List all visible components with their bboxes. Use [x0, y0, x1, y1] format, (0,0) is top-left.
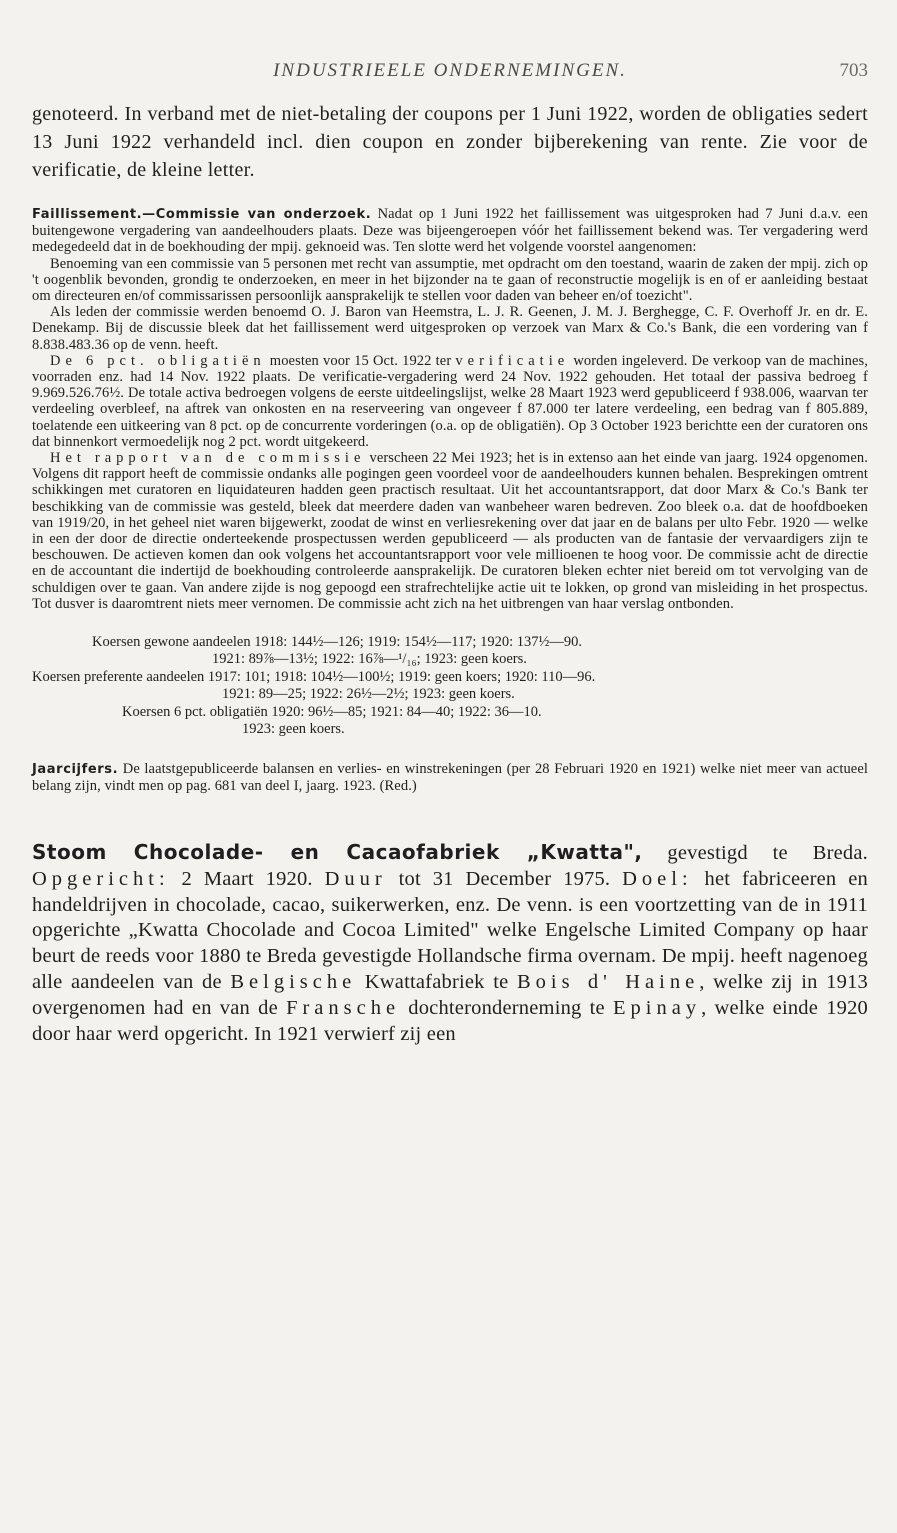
koersen-preferente-line-2: 1921: 89—25; 1922: 26½—2½; 1923: geen koers.: [222, 686, 515, 703]
obligatien-mid: moesten voor 15 Oct. 1922 ter: [265, 352, 456, 369]
jaarcijfers-paragraph: [32, 761, 868, 794]
rapport-rest: verscheen 22 Mei 1923; het is in extenso aan het einde van jaarg. 1924 opgenomen. Volgens dit rapport heeft de commissie ondanks alle pogingen geen voordeel voor de aandeelhouders kunnen behalen. Besprekingen omtrent schikkingen met curatoren en liquidateuren hadden geen practisch resultaat. Uit het accountantsrapport, dat door Marx & Co.'s Bank ter beschikking van de commissie was gesteld, bleek dat meerdere daden van wanbeheer waren bedreven. Zoo bleek o.a. dat de hoofdboeken van 1919/20, in het geheel niet waren bijgewerkt, zoodat de winst en verliesrekening over dat jaar en de balans per ulto Febr. 1920 — welke in een der door de directie onderteekende prospectussen werden gepubliceerd — als producten van de fantasie der vervaardigers zijn te beschouwen. De actieven komen dan ook volgens het accountantsrapport voor vele millioenen te hoog voor. De commissie acht de directie en de accountant die indertijd de boekhouding controleerde aansprakelijk. De curatoren bleken echter niet bereid om tot vervolging van de schuldigen over te gaan. Van andere zijde is nog gepoogd een strafrechtelijke actie uit te lokken, op grond van misleiding in het prospectus. Tot dusver is daaromtrent niets meer vernomen. De commissie acht zich na het uitbrengen van haar verslag ontbonden.: [32, 450, 869, 612]
running-title: INDUSTRIEELE ONDERNEMINGEN.: [273, 60, 627, 81]
verificatie-word: verificatie: [455, 352, 570, 369]
opgericht-label: Opgericht:: [32, 867, 170, 890]
epinay-word: Epinay: [613, 996, 702, 1019]
page-number: 703: [839, 60, 868, 81]
obligatien-paragraph: [32, 353, 868, 450]
kwatta-text-3: tot 31 December 1975.: [386, 867, 623, 890]
jaarcijfers-heading: Jaarcijfers.: [32, 761, 119, 777]
kwatta-company-name: Stoom Chocolade- en Cacaofabriek „Kwatta",: [32, 839, 643, 864]
koersen-gewone-line-2: 1921: 89⅞—13½; 1922: 16⅞—¹/₁₆; 1923: geen koers.: [212, 651, 527, 668]
doel-label: Doel:: [622, 867, 693, 890]
rapport-paragraph: [32, 450, 868, 612]
koersen-block: [32, 634, 868, 738]
koersen-preferente-line-1: Koersen preferente aandeelen 1917: 101; 1918: 104½—100½; 1919: geen koers; 1920: 110—96.: [32, 668, 596, 685]
kwatta-text-2: 2 Maart 1920.: [169, 867, 325, 890]
obligatien-lead: De 6 pct. obligatiën: [50, 352, 266, 369]
kwatta-text-1: gevestigd te Breda.: [642, 841, 869, 864]
benoeming-paragraph: Benoeming van een commissie van 5 personen met recht van assumptie, met opdracht om den toestand, waarin de zaken der mpij. zich op 't oogenblik bevonden, grondig te onderzoeken, en meer in het bijzonder na te gaan of reconstructie mogelijk is en of er aanleiding bestaat om directeuren en/of commissarissen persoonlijk aansprakelijk te stellen voor daden van beheer en/of toezicht".: [32, 255, 868, 305]
kwatta-text-6: , welke zij in 1913 overgenomen had en van de: [32, 970, 868, 1019]
belgische-word: Belgische: [230, 970, 357, 993]
obligatien-rest: worden ingeleverd. De verkoop van de machines, voorraden enz. had 14 Nov. 1922 plaats. De verificatie-vergadering werd 24 Nov. 1922 gehouden. Het totaal der passiva bedroeg f 9.969.526.76½. De totale activa bedroegen volgens de eerste uitdeelingslijst, welke 28 Maart 1923 werd gepubliceerd f 938.006, waarvan ter verdeeling overbleef, na aftrek van onkosten en na reserveering van ongeveer f 87.000 ter latere verdeeling, een bedrag van f 805.889, toelatende een uitkeering van 8 pct. op de concurrente vorderingen (o.a. op de obligatiën). Op 3 October 1923 berichtte een der curatoren ons dat binnenkort vermoedelijk nog 2 pct. wordt uitgekeerd.: [32, 352, 868, 450]
document-page: [32, 52, 868, 1068]
fransche-word: Fransche: [286, 996, 401, 1019]
leden-paragraph: Als leden der commissie werden benoemd O. J. Baron van Heemstra, L. J. R. Geenen, J. M. J. Berghegge, C. F. Overhoff Jr. en dr. E. Denekamp. Bij de discussie bleek dat het faillissement werd uitgesproken op verzoek van Marx & Co.'s Bank, die een vordering van f 8.838.483.36 op de venn. heeft.: [32, 304, 868, 353]
koersen-obligatien-line-1: Koersen 6 pct. obligatiën 1920: 96½—85; 1921: 84—40; 1922: 36—10.: [122, 703, 542, 720]
faillissement-text-1: Nadat op 1 Juni 1922 het faillissement was uitgesproken had 7 Juni d.a.v. een buitengewone vergadering van aandeelhouders plaats. Deze was bijeengeroepen vóór het faillissement bekend was. Ter vergadering werd medegedeeld dat in de boekhouding der mpij. geknoeid was. Ten slotte werd het volgende voorstel aangenomen:: [32, 206, 868, 256]
faillissement-heading: Faillissement.—Commissie van onderzoek.: [32, 207, 372, 222]
rapport-lead: Het rapport van de commissie: [50, 450, 366, 467]
kwatta-text-4: het fabriceeren en handeldrijven in chocolade, cacao, suikerwerken, enz. De venn. is een voortzetting van de in 1911 opgerichte „Kwatta Chocolade and Cocoa Limited" welke Engelsche Limited Company op haar beurt de reeds voor 1880 te Breda gevestigde Hollandsche firma overnam. De mpij. heeft nagenoeg alle aandeelen van de: [32, 867, 868, 993]
koersen-obligatien-line-2: 1923: geen koers.: [242, 721, 345, 738]
faillissement-paragraph: [32, 206, 868, 256]
kwatta-paragraph: [32, 840, 868, 1047]
jaarcijfers-text: De laatstgepubliceerde balansen en verlies- en winstrekeningen (per 28 Februari 1920 en 1921) welke niet meer van actueel belang zijn, vindt men op pag. 681 van deel I, jaarg. 1923. (Red.): [32, 760, 868, 794]
kwatta-text-5: Kwattafabriek te: [356, 970, 517, 993]
kwatta-text-7: dochteronderneming te: [400, 996, 613, 1019]
duur-label: Duur: [324, 867, 387, 890]
bois-word: Bois d' Haine: [516, 970, 700, 993]
koersen-gewone-line-1: Koersen gewone aandeelen 1918: 144½—126; 1919: 154½—117; 1920: 137½—90.: [92, 634, 582, 651]
running-head: [32, 52, 868, 92]
kwatta-text-8: , welke einde 1920 door haar werd opgericht. In 1921 verwierf zij een: [32, 996, 869, 1045]
intro-paragraph: genoteerd. In verband met de niet-betaling der coupons per 1 Juni 1922, worden de obligaties sedert 13 Juni 1922 verhandeld incl. dien coupon en zonder bijberekening van rente. Zie voor de verificatie, de kleine letter.: [32, 103, 868, 181]
